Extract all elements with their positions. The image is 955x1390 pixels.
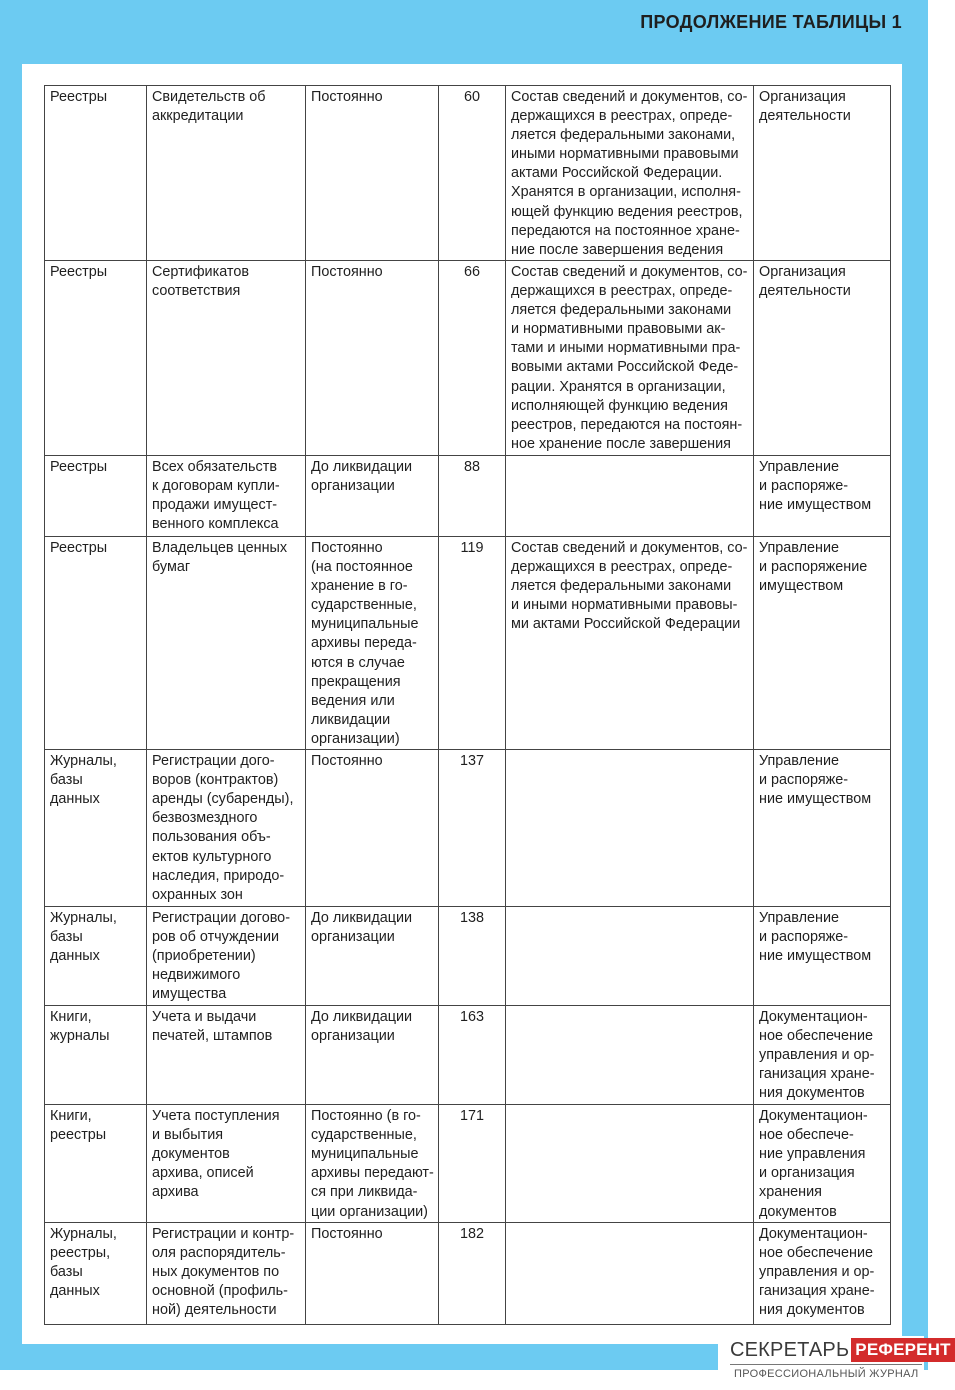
cell-document-name: Регистрации дого- воров (контрактов) аренды (субаренды), безвозмездного пользования объ- ектов культурного наследия, природо- охранных зон — [147, 750, 306, 907]
cell-function: Документацион- ное обеспечение управления и ор- ганизация хране- ния документов — [754, 1223, 891, 1325]
cell-document-type: Журналы, базы данных — [45, 750, 147, 907]
cell-storage-period: Постоянно — [306, 1223, 439, 1325]
cell-notes — [506, 750, 754, 907]
cell-document-type: Журналы, реестры, базы данных — [45, 1223, 147, 1325]
cell-storage-period: До ликвидации организации — [306, 1006, 439, 1105]
cell-storage-period: Постоянно (на постоянное хранение в го- сударственные, муниципальные архивы переда- ются в случае прекращения ведения или ликвидации организации) — [306, 537, 439, 750]
table-row — [45, 456, 891, 537]
table-row — [45, 750, 891, 907]
logo-divider — [730, 1364, 922, 1365]
cell-function: Документацион- ное обеспечение управления и ор- ганизация хране- ния документов — [754, 1006, 891, 1105]
cell-document-type: Реестры — [45, 261, 147, 456]
table-row — [45, 261, 891, 456]
cell-storage-period: Постоянно — [306, 86, 439, 261]
table-row — [45, 907, 891, 1006]
cell-notes — [506, 1006, 754, 1105]
cell-storage-period: Постоянно (в го- сударственные, муниципальные архивы передают- ся при ликвида- ции организации) — [306, 1105, 439, 1223]
journal-logo — [718, 1336, 951, 1386]
cell-article-number: 60 — [439, 86, 506, 261]
cell-storage-period: До ликвидации организации — [306, 456, 439, 537]
cell-notes — [506, 456, 754, 537]
cell-article-number: 66 — [439, 261, 506, 456]
cell-function: Организация деятельности — [754, 261, 891, 456]
cell-article-number: 137 — [439, 750, 506, 907]
cell-document-name: Владельцев ценных бумаг — [147, 537, 306, 750]
records-table — [44, 85, 891, 1325]
table-row — [45, 1223, 891, 1325]
cell-document-name: Регистрации догово- ров об отчуждении (приобретении) недвижимого имущества — [147, 907, 306, 1006]
cell-notes: Состав сведений и документов, со- держащихся в реестрах, опреде- ляется федеральными законами и иными нормативными правовы- ми актами Российской Федерации — [506, 537, 754, 750]
cell-document-name: Сертификатов соответствия — [147, 261, 306, 456]
cell-article-number: 138 — [439, 907, 506, 1006]
logo-subtitle: ПРОФЕССИОНАЛЬНЫЙ ЖУРНАЛ — [734, 1368, 919, 1380]
cell-storage-period: Постоянно — [306, 261, 439, 456]
cell-document-name: Свидетельств об аккредитации — [147, 86, 306, 261]
cell-article-number: 171 — [439, 1105, 506, 1223]
cell-function: Управление и распоряже- ние имуществом — [754, 907, 891, 1006]
cell-function: Управление и распоряжение имуществом — [754, 537, 891, 750]
page-title: ПРОДОЛЖЕНИЕ ТАБЛИЦЫ 1 — [640, 12, 902, 32]
cell-document-type: Журналы, базы данных — [45, 907, 147, 1006]
cell-document-name: Учета поступления и выбытия документов архива, описей архива — [147, 1105, 306, 1223]
cell-function: Управление и распоряже- ние имуществом — [754, 456, 891, 537]
table-row — [45, 86, 891, 261]
cell-storage-period: Постоянно — [306, 750, 439, 907]
cell-notes: Состав сведений и документов, со- держащихся в реестрах, опреде- ляется федеральными законами и нормативными правовыми ак- тами и иными нормативными пра- вовыми актами Российской Феде- рации. Хранятся в организации, исполняющей функцию ведения реестров, передаются на постоян- ное хранение после завершения — [506, 261, 754, 456]
cell-notes: Состав сведений и документов, со- держащихся в реестрах, опреде- ляется федеральными законами, иными нормативными правовыми актами Российской Федерации. Хранятся в организации, исполня- ющей функцию ведения реестров, передаются на постоянное хране- ние после завершения ведения — [506, 86, 754, 261]
cell-function: Документацион- ное обеспече- ние управления и организация хранения документов — [754, 1105, 891, 1223]
cell-document-type: Реестры — [45, 86, 147, 261]
cell-document-name: Регистрации и контр- оля распорядитель- ных документов по основной (профиль- ной) деятельности — [147, 1223, 306, 1325]
cell-function: Управление и распоряже- ние имуществом — [754, 750, 891, 907]
cell-article-number: 163 — [439, 1006, 506, 1105]
table-row — [45, 537, 891, 750]
table-panel — [22, 64, 902, 1344]
table-row — [45, 1105, 891, 1223]
cell-notes — [506, 1223, 754, 1325]
cell-document-type: Книги, журналы — [45, 1006, 147, 1105]
cell-document-name: Всех обязательств к договорам купли- продажи имущест- венного комплекса — [147, 456, 306, 537]
records-table-body — [45, 86, 891, 1325]
cell-document-type: Книги, реестры — [45, 1105, 147, 1223]
cell-function: Организация деятельности — [754, 86, 891, 261]
cell-storage-period: До ликвидации организации — [306, 907, 439, 1006]
cell-article-number: 119 — [439, 537, 506, 750]
cell-notes — [506, 1105, 754, 1223]
cell-notes — [506, 907, 754, 1006]
cell-document-type: Реестры — [45, 537, 147, 750]
logo-text-referent: РЕФЕРЕНТ — [851, 1338, 954, 1362]
logo-wordmark — [730, 1338, 955, 1362]
cell-document-type: Реестры — [45, 456, 147, 537]
logo-text-secretary: СЕКРЕТАРЬ — [730, 1339, 850, 1361]
cell-document-name: Учета и выдачи печатей, штампов — [147, 1006, 306, 1105]
cell-article-number: 88 — [439, 456, 506, 537]
table-row — [45, 1006, 891, 1105]
cell-article-number: 182 — [439, 1223, 506, 1325]
